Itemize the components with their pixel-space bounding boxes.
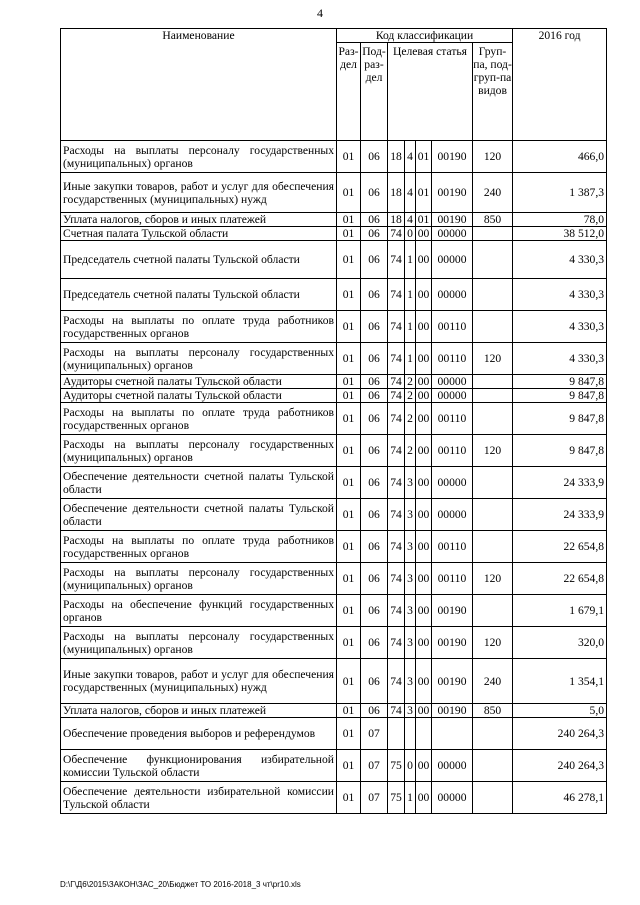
cell-t4: 00190: [432, 627, 473, 659]
cell-t1: 74: [388, 435, 405, 467]
cell-t3: 00: [416, 563, 432, 595]
header-name: Наименование: [61, 29, 337, 141]
cell-t3: 00: [416, 403, 432, 435]
cell-vr: 120: [473, 343, 513, 375]
cell-t1: 75: [388, 782, 405, 814]
cell-t3: 00: [416, 750, 432, 782]
cell-rz: 01: [337, 750, 361, 782]
cell-t2: 4: [405, 141, 416, 173]
cell-t3: 00: [416, 627, 432, 659]
cell-t1: 74: [388, 241, 405, 279]
cell-rz: 01: [337, 343, 361, 375]
cell-t2: 4: [405, 213, 416, 227]
cell-t1: 18: [388, 173, 405, 213]
header-group: Груп-па, под-груп-па видов: [473, 43, 513, 141]
cell-t4: 00110: [432, 531, 473, 563]
table-row: [61, 227, 607, 241]
budget-table: [60, 28, 607, 814]
footer-file-path: D:\Г\Д6\2015\ЗАКОН\ЗАС_20\Бюджет ТО 2016-2018_3 чт\pr10.xls: [60, 880, 301, 889]
cell-t3: 00: [416, 311, 432, 343]
cell-vr: 120: [473, 141, 513, 173]
cell-vr: 120: [473, 563, 513, 595]
cell-t2: 2: [405, 375, 416, 389]
cell-sum: 9 847,8: [513, 389, 607, 403]
cell-t4: 00110: [432, 563, 473, 595]
cell-t4: 00190: [432, 213, 473, 227]
cell-vr: [473, 718, 513, 750]
table-row: [61, 627, 607, 659]
cell-pr: 06: [361, 659, 388, 704]
cell-t1: 74: [388, 389, 405, 403]
cell-t1: 74: [388, 227, 405, 241]
cell-vr: [473, 403, 513, 435]
cell-vr: [473, 782, 513, 814]
table-row: [61, 467, 607, 499]
cell-t4: 00110: [432, 311, 473, 343]
cell-t3: 00: [416, 467, 432, 499]
cell-t2: 1: [405, 241, 416, 279]
cell-t2: 3: [405, 595, 416, 627]
cell-t4: 00000: [432, 750, 473, 782]
cell-sum: 38 512,0: [513, 227, 607, 241]
cell-name: Уплата налогов, сборов и иных платежей: [61, 704, 337, 718]
cell-name: Расходы на выплаты по оплате труда работников государственных органов: [61, 403, 337, 435]
cell-rz: 01: [337, 141, 361, 173]
cell-t4: 00190: [432, 141, 473, 173]
cell-t3: 00: [416, 782, 432, 814]
cell-rz: 01: [337, 403, 361, 435]
cell-name: Обеспечение функционирования избирательной комиссии Тульской области: [61, 750, 337, 782]
cell-rz: 01: [337, 227, 361, 241]
cell-t3: 00: [416, 435, 432, 467]
cell-name: Иные закупки товаров, работ и услуг для обеспечения государственных (муниципальных) нужд: [61, 173, 337, 213]
cell-name: Расходы на выплаты персоналу государственных (муниципальных) органов: [61, 627, 337, 659]
cell-name: Обеспечение проведения выборов и референдумов: [61, 718, 337, 750]
cell-pr: 06: [361, 173, 388, 213]
cell-t1: 74: [388, 279, 405, 311]
cell-name: Расходы на выплаты персоналу государственных (муниципальных) органов: [61, 435, 337, 467]
cell-t4: 00110: [432, 403, 473, 435]
cell-t4: 00190: [432, 659, 473, 704]
cell-sum: 320,0: [513, 627, 607, 659]
cell-t2: [405, 718, 416, 750]
cell-t1: 74: [388, 531, 405, 563]
cell-rz: 01: [337, 467, 361, 499]
cell-t2: 0: [405, 750, 416, 782]
cell-vr: 850: [473, 704, 513, 718]
cell-rz: 01: [337, 311, 361, 343]
cell-sum: 22 654,8: [513, 531, 607, 563]
table-row: [61, 782, 607, 814]
cell-t3: 00: [416, 704, 432, 718]
cell-t4: 00000: [432, 279, 473, 311]
cell-name: Обеспечение деятельности счетной палаты Тульской области: [61, 499, 337, 531]
cell-t2: 3: [405, 659, 416, 704]
cell-t4: 00000: [432, 499, 473, 531]
cell-name: Иные закупки товаров, работ и услуг для обеспечения государственных (муниципальных) нужд: [61, 659, 337, 704]
cell-t3: 01: [416, 141, 432, 173]
cell-t3: 01: [416, 173, 432, 213]
cell-vr: [473, 595, 513, 627]
cell-t4: 00000: [432, 467, 473, 499]
table-row: [61, 403, 607, 435]
table-row: [61, 659, 607, 704]
cell-sum: 9 847,8: [513, 403, 607, 435]
cell-t4: 00000: [432, 241, 473, 279]
cell-vr: [473, 241, 513, 279]
cell-vr: 120: [473, 627, 513, 659]
cell-rz: 01: [337, 241, 361, 279]
cell-t1: 18: [388, 213, 405, 227]
cell-vr: [473, 750, 513, 782]
cell-rz: 01: [337, 531, 361, 563]
cell-sum: 4 330,3: [513, 343, 607, 375]
cell-rz: 01: [337, 595, 361, 627]
cell-rz: 01: [337, 375, 361, 389]
cell-pr: 06: [361, 403, 388, 435]
cell-vr: [473, 279, 513, 311]
table-row: [61, 435, 607, 467]
table-row: [61, 279, 607, 311]
cell-t1: 74: [388, 627, 405, 659]
cell-vr: 240: [473, 173, 513, 213]
table-row: [61, 750, 607, 782]
cell-t1: 74: [388, 311, 405, 343]
cell-t2: 3: [405, 627, 416, 659]
cell-name: Аудиторы счетной палаты Тульской области: [61, 375, 337, 389]
cell-t2: 2: [405, 403, 416, 435]
cell-t2: 3: [405, 704, 416, 718]
cell-name: Председатель счетной палаты Тульской области: [61, 279, 337, 311]
table-row: [61, 704, 607, 718]
cell-t4: 00000: [432, 389, 473, 403]
cell-t1: 74: [388, 403, 405, 435]
cell-pr: 06: [361, 704, 388, 718]
cell-t3: 00: [416, 389, 432, 403]
cell-vr: [473, 467, 513, 499]
cell-t3: [416, 718, 432, 750]
cell-name: Расходы на обеспечение функций государственных органов: [61, 595, 337, 627]
cell-sum: 240 264,3: [513, 750, 607, 782]
cell-rz: 01: [337, 213, 361, 227]
cell-pr: 06: [361, 227, 388, 241]
table-row: [61, 718, 607, 750]
cell-t1: [388, 718, 405, 750]
cell-name: Расходы на выплаты персоналу государственных (муниципальных) органов: [61, 141, 337, 173]
cell-rz: 01: [337, 627, 361, 659]
table-row: [61, 311, 607, 343]
cell-pr: 06: [361, 141, 388, 173]
cell-pr: 06: [361, 213, 388, 227]
cell-t4: 00190: [432, 173, 473, 213]
cell-sum: 46 278,1: [513, 782, 607, 814]
table-row: [61, 173, 607, 213]
cell-t4: 00190: [432, 704, 473, 718]
cell-t2: 0: [405, 227, 416, 241]
cell-pr: 06: [361, 531, 388, 563]
cell-pr: 06: [361, 563, 388, 595]
cell-t1: 74: [388, 343, 405, 375]
cell-pr: 07: [361, 750, 388, 782]
cell-t3: 00: [416, 375, 432, 389]
cell-vr: [473, 389, 513, 403]
cell-pr: 06: [361, 241, 388, 279]
cell-pr: 06: [361, 279, 388, 311]
cell-pr: 06: [361, 595, 388, 627]
cell-rz: 01: [337, 659, 361, 704]
cell-t4: 00110: [432, 343, 473, 375]
cell-vr: [473, 531, 513, 563]
cell-t2: 2: [405, 435, 416, 467]
cell-t2: 3: [405, 499, 416, 531]
cell-t3: 01: [416, 213, 432, 227]
cell-sum: 24 333,9: [513, 499, 607, 531]
cell-t1: 74: [388, 595, 405, 627]
cell-t2: 4: [405, 173, 416, 213]
cell-name: Председатель счетной палаты Тульской области: [61, 241, 337, 279]
cell-sum: 466,0: [513, 141, 607, 173]
cell-name: Аудиторы счетной палаты Тульской области: [61, 389, 337, 403]
cell-sum: 1 679,1: [513, 595, 607, 627]
cell-vr: 120: [473, 435, 513, 467]
cell-pr: 07: [361, 718, 388, 750]
cell-vr: [473, 499, 513, 531]
cell-rz: 01: [337, 279, 361, 311]
cell-rz: 01: [337, 389, 361, 403]
cell-name: Расходы на выплаты персоналу государственных (муниципальных) органов: [61, 563, 337, 595]
cell-t1: 74: [388, 704, 405, 718]
cell-vr: [473, 227, 513, 241]
cell-t2: 1: [405, 343, 416, 375]
cell-pr: 06: [361, 311, 388, 343]
page-number: 4: [317, 6, 323, 20]
cell-t1: 74: [388, 659, 405, 704]
cell-name: Счетная палата Тульской области: [61, 227, 337, 241]
table-row: [61, 141, 607, 173]
cell-t1: 74: [388, 499, 405, 531]
cell-name: Расходы на выплаты персоналу государственных (муниципальных) органов: [61, 343, 337, 375]
cell-sum: 78,0: [513, 213, 607, 227]
cell-t4: 00000: [432, 227, 473, 241]
table-row: [61, 375, 607, 389]
cell-sum: 240 264,3: [513, 718, 607, 750]
cell-sum: 22 654,8: [513, 563, 607, 595]
header-year: 2016 год: [513, 29, 607, 141]
cell-sum: 9 847,8: [513, 375, 607, 389]
cell-name: Расходы на выплаты по оплате труда работников государственных органов: [61, 311, 337, 343]
table-row: [61, 595, 607, 627]
cell-t2: 1: [405, 782, 416, 814]
cell-name: Обеспечение деятельности избирательной комиссии Тульской области: [61, 782, 337, 814]
table-row: [61, 499, 607, 531]
table-row: [61, 241, 607, 279]
cell-t2: 3: [405, 563, 416, 595]
cell-t3: 00: [416, 279, 432, 311]
cell-t2: 3: [405, 467, 416, 499]
cell-pr: 06: [361, 375, 388, 389]
cell-vr: 850: [473, 213, 513, 227]
cell-sum: 1 387,3: [513, 173, 607, 213]
cell-sum: 1 354,1: [513, 659, 607, 704]
cell-t3: 00: [416, 595, 432, 627]
cell-t3: 00: [416, 659, 432, 704]
cell-pr: 06: [361, 343, 388, 375]
table-row: [61, 213, 607, 227]
cell-t3: 00: [416, 343, 432, 375]
header-target: Целевая статья: [388, 43, 473, 141]
cell-t2: 1: [405, 279, 416, 311]
cell-t2: 3: [405, 531, 416, 563]
cell-t1: 74: [388, 563, 405, 595]
cell-pr: 06: [361, 389, 388, 403]
cell-pr: 06: [361, 499, 388, 531]
cell-rz: 01: [337, 563, 361, 595]
table-row: [61, 343, 607, 375]
cell-sum: 4 330,3: [513, 241, 607, 279]
header-code: Код классификации: [337, 29, 513, 43]
cell-t3: 00: [416, 227, 432, 241]
cell-t3: 00: [416, 241, 432, 279]
cell-t1: 18: [388, 141, 405, 173]
cell-pr: 06: [361, 467, 388, 499]
cell-rz: 01: [337, 704, 361, 718]
cell-pr: 06: [361, 435, 388, 467]
cell-t2: 1: [405, 311, 416, 343]
cell-t4: 00000: [432, 375, 473, 389]
cell-t1: 74: [388, 467, 405, 499]
cell-t4: [432, 718, 473, 750]
table-row: [61, 389, 607, 403]
cell-t4: 00110: [432, 435, 473, 467]
cell-t4: 00190: [432, 595, 473, 627]
cell-rz: 01: [337, 435, 361, 467]
cell-sum: 4 330,3: [513, 311, 607, 343]
cell-rz: 01: [337, 718, 361, 750]
cell-name: Обеспечение деятельности счетной палаты Тульской области: [61, 467, 337, 499]
cell-pr: 07: [361, 782, 388, 814]
cell-rz: 01: [337, 782, 361, 814]
cell-sum: 5,0: [513, 704, 607, 718]
cell-sum: 4 330,3: [513, 279, 607, 311]
cell-pr: 06: [361, 627, 388, 659]
table-row: [61, 563, 607, 595]
cell-vr: [473, 311, 513, 343]
cell-t4: 00000: [432, 782, 473, 814]
cell-sum: 9 847,8: [513, 435, 607, 467]
cell-vr: [473, 375, 513, 389]
cell-t2: 2: [405, 389, 416, 403]
table-row: [61, 531, 607, 563]
header-podrazdel: Под-раз-дел: [361, 43, 388, 141]
cell-rz: 01: [337, 499, 361, 531]
cell-vr: 240: [473, 659, 513, 704]
cell-t1: 75: [388, 750, 405, 782]
cell-t1: 74: [388, 375, 405, 389]
cell-sum: 24 333,9: [513, 467, 607, 499]
cell-t3: 00: [416, 499, 432, 531]
cell-t3: 00: [416, 531, 432, 563]
cell-name: Уплата налогов, сборов и иных платежей: [61, 213, 337, 227]
cell-rz: 01: [337, 173, 361, 213]
header-razdel: Раз-дел: [337, 43, 361, 141]
cell-name: Расходы на выплаты по оплате труда работников государственных органов: [61, 531, 337, 563]
